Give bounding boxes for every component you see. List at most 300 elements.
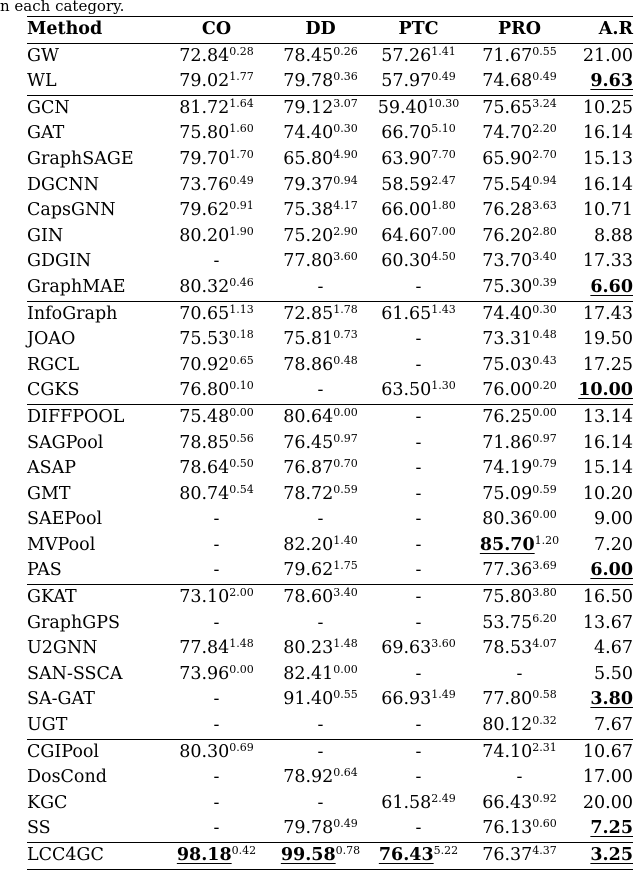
- method-name: KGC: [27, 792, 68, 813]
- cell-value: -: [516, 767, 523, 788]
- cell-value: -: [415, 715, 422, 736]
- cell-pro: [466, 843, 573, 870]
- cell-std: 1.48: [333, 637, 358, 651]
- cell-co: [163, 404, 270, 430]
- method-name: GraphGPS: [27, 612, 120, 633]
- cell-value: 79.62: [283, 560, 334, 581]
- cell-average-rank: [573, 378, 633, 404]
- header-average-rank: A.R: [573, 17, 633, 44]
- cell-std: 0.55: [333, 688, 358, 702]
- average-rank-value: 3.25: [590, 845, 633, 865]
- cell-value: -: [213, 715, 220, 736]
- method-name: SAN-SSCA: [27, 663, 123, 684]
- cell-value: -: [317, 612, 324, 633]
- cell-std: 3.40: [333, 586, 358, 600]
- cell-std: 1.64: [229, 96, 254, 110]
- header-co: CO: [163, 17, 270, 44]
- cell-co: [163, 327, 270, 353]
- table-row: [27, 843, 633, 870]
- table-caption: n each category.: [0, 0, 125, 15]
- cell-value: 80.12: [482, 715, 533, 736]
- method-name: DosCond: [27, 767, 107, 788]
- cell-std: 7.00: [431, 224, 456, 238]
- cell-value: -: [415, 767, 422, 788]
- cell-value: 69.63: [381, 638, 432, 659]
- cell-value: 77.80: [283, 251, 334, 272]
- cell-value: -: [516, 663, 523, 684]
- cell-value: -: [213, 560, 220, 581]
- cell-ptc: [371, 456, 466, 482]
- method-name: CGKS: [27, 380, 80, 401]
- cell-std: 1.49: [431, 688, 456, 702]
- cell-value: -: [415, 612, 422, 633]
- cell-average-rank: [573, 249, 633, 275]
- cell-co: [163, 533, 270, 559]
- cell-dd: [270, 482, 371, 508]
- cell-std: 0.43: [532, 353, 557, 367]
- cell-value: 85.70: [479, 534, 535, 555]
- cell-average-rank: [573, 482, 633, 508]
- cell-value: 80.36: [482, 509, 533, 530]
- cell-std: 4.50: [431, 250, 456, 264]
- average-rank-value: 21.00: [582, 45, 633, 66]
- cell-dd: [270, 713, 371, 739]
- cell-std: 0.26: [333, 44, 358, 58]
- cell-value: 76.37: [482, 845, 533, 865]
- cell-std: 2.20: [532, 122, 557, 136]
- cell-ptc: [371, 558, 466, 584]
- cell-ptc: [371, 611, 466, 637]
- cell-value: 73.10: [179, 587, 230, 608]
- cell-value: 65.90: [482, 148, 533, 169]
- table-row: [27, 121, 633, 147]
- cell-average-rank: [573, 687, 633, 713]
- cell-value: 53.75: [482, 612, 533, 633]
- cell-std: 4.17: [333, 199, 358, 213]
- cell-dd: [270, 791, 371, 817]
- header-ptc: PTC: [371, 17, 466, 44]
- table-row: [27, 558, 633, 584]
- cell-value: 74.10: [482, 741, 533, 762]
- cell-pro: [466, 301, 573, 327]
- table-row: [27, 327, 633, 353]
- cell-pro: [466, 611, 573, 637]
- cell-average-rank: [573, 558, 633, 584]
- cell-std: 0.73: [333, 328, 358, 342]
- average-rank-value: 5.50: [594, 663, 633, 684]
- cell-std: 0.56: [229, 431, 254, 445]
- cell-value: 58.59: [381, 174, 432, 195]
- cell-value: 78.53: [482, 638, 533, 659]
- cell-co: [163, 249, 270, 275]
- cell-value: 82.41: [283, 663, 334, 684]
- cell-co: [163, 456, 270, 482]
- cell-std: 0.59: [532, 482, 557, 496]
- cell-average-rank: [573, 533, 633, 559]
- cell-co: [163, 662, 270, 688]
- cell-std: 0.46: [229, 275, 254, 289]
- cell-pro: [466, 662, 573, 688]
- cell-value: 74.68: [482, 71, 533, 92]
- cell-value: -: [415, 818, 422, 839]
- cell-value: 75.65: [482, 97, 533, 118]
- method-name: PAS: [27, 560, 62, 581]
- cell-dd: [270, 327, 371, 353]
- average-rank-value: 16.14: [582, 174, 633, 195]
- table-row: [27, 431, 633, 457]
- cell-pro: [466, 198, 573, 224]
- cell-value: 73.96: [179, 663, 230, 684]
- cell-dd: [270, 353, 371, 379]
- cell-co: [163, 173, 270, 199]
- cell-pro: [466, 353, 573, 379]
- cell-value: 66.00: [381, 200, 432, 221]
- cell-value: 63.90: [381, 148, 432, 169]
- cell-std: 1.13: [229, 302, 254, 316]
- cell-ptc: [371, 843, 466, 870]
- cell-ptc: [371, 713, 466, 739]
- cell-ptc: [371, 275, 466, 301]
- cell-value: -: [415, 663, 422, 684]
- cell-dd: [270, 739, 371, 765]
- cell-value: 66.93: [381, 689, 432, 710]
- cell-ptc: [371, 95, 466, 121]
- header-method: Method: [27, 17, 163, 44]
- average-rank-value: 17.00: [582, 767, 633, 788]
- cell-std: 2.47: [431, 173, 456, 187]
- average-rank-value: 17.25: [582, 354, 633, 375]
- cell-average-rank: [573, 765, 633, 791]
- cell-ptc: [371, 507, 466, 533]
- average-rank-value: 10.71: [582, 200, 633, 221]
- cell-value: 75.80: [179, 123, 230, 144]
- cell-value: 63.50: [381, 380, 432, 401]
- cell-dd: [270, 611, 371, 637]
- cell-std: 0.69: [229, 740, 254, 754]
- cell-co: [163, 147, 270, 173]
- average-rank-value: 9.00: [594, 509, 633, 530]
- cell-std: 0.59: [333, 482, 358, 496]
- table-header-row: [27, 17, 633, 44]
- table-row: [27, 353, 633, 379]
- cell-ptc: [371, 301, 466, 327]
- cell-value: -: [415, 534, 422, 555]
- cell-std: 2.90: [333, 224, 358, 238]
- table-row: [27, 662, 633, 688]
- cell-value: 75.81: [283, 329, 334, 350]
- cell-average-rank: [573, 816, 633, 842]
- table-body: [27, 43, 633, 869]
- table-row: [27, 147, 633, 173]
- cell-value: 79.70: [179, 148, 230, 169]
- cell-average-rank: [573, 611, 633, 637]
- table-row: [27, 456, 633, 482]
- cell-std: 2.80: [532, 224, 557, 238]
- cell-value: -: [415, 458, 422, 479]
- cell-value: 75.53: [179, 329, 230, 350]
- cell-std: 1.20: [534, 533, 560, 547]
- cell-std: 4.37: [532, 844, 557, 857]
- cell-pro: [466, 249, 573, 275]
- header-pro: PRO: [466, 17, 573, 44]
- cell-std: 0.39: [532, 275, 557, 289]
- cell-value: 70.65: [179, 303, 230, 324]
- cell-co: [163, 69, 270, 95]
- cell-value: 66.70: [381, 123, 432, 144]
- average-rank-value: 10.67: [582, 741, 633, 762]
- cell-co: [163, 121, 270, 147]
- average-rank-value: 20.00: [582, 792, 633, 813]
- cell-value: 64.60: [381, 225, 432, 246]
- table-row: [27, 636, 633, 662]
- cell-dd: [270, 147, 371, 173]
- cell-value: 61.58: [381, 792, 432, 813]
- cell-value: 66.43: [482, 792, 533, 813]
- cell-std: 0.18: [229, 328, 254, 342]
- cell-pro: [466, 765, 573, 791]
- cell-pro: [466, 739, 573, 765]
- cell-ptc: [371, 662, 466, 688]
- cell-std: 4.07: [532, 637, 557, 651]
- average-rank-value: 10.25: [582, 97, 633, 118]
- cell-std: 10.30: [427, 96, 460, 110]
- average-rank-value: 6.60: [590, 276, 633, 297]
- cell-value: 75.30: [482, 276, 533, 297]
- cell-value: 79.62: [179, 200, 230, 221]
- cell-value: 71.86: [482, 432, 533, 453]
- cell-value: 91.40: [283, 689, 334, 710]
- method-name: GW: [27, 45, 59, 66]
- cell-std: 0.91: [229, 199, 254, 213]
- cell-value: 71.67: [482, 45, 533, 66]
- cell-co: [163, 301, 270, 327]
- cell-std: 0.00: [532, 508, 557, 522]
- cell-ptc: [371, 816, 466, 842]
- cell-std: 1.75: [333, 559, 358, 573]
- cell-pro: [466, 687, 573, 713]
- cell-value: -: [415, 432, 422, 453]
- cell-value: 75.80: [482, 587, 533, 608]
- cell-dd: [270, 585, 371, 611]
- table-row: [27, 765, 633, 791]
- average-rank-value: 7.25: [590, 818, 633, 839]
- table-row: [27, 173, 633, 199]
- cell-co: [163, 636, 270, 662]
- cell-std: 0.58: [532, 688, 557, 702]
- cell-co: [163, 507, 270, 533]
- cell-ptc: [371, 249, 466, 275]
- cell-value: -: [415, 354, 422, 375]
- cell-std: 0.30: [333, 122, 358, 136]
- cell-average-rank: [573, 404, 633, 430]
- average-rank-value: 16.14: [582, 123, 633, 144]
- cell-value: -: [213, 818, 220, 839]
- cell-dd: [270, 249, 371, 275]
- cell-ptc: [371, 636, 466, 662]
- method-name: GraphSAGE: [27, 148, 134, 169]
- cell-pro: [466, 791, 573, 817]
- average-rank-value: 9.63: [590, 71, 633, 92]
- method-name: WL: [27, 71, 57, 92]
- cell-std: 0.50: [229, 457, 254, 471]
- cell-value: -: [213, 689, 220, 710]
- cell-std: 0.79: [532, 457, 557, 471]
- cell-std: 0.36: [333, 70, 358, 84]
- cell-dd: [270, 198, 371, 224]
- cell-value: 73.76: [179, 174, 230, 195]
- average-rank-value: 16.14: [582, 432, 633, 453]
- cell-std: 3.69: [532, 559, 557, 573]
- cell-dd: [270, 378, 371, 404]
- average-rank-value: 17.43: [582, 303, 633, 324]
- cell-value: 82.20: [283, 534, 334, 555]
- cell-std: 3.60: [431, 637, 456, 651]
- cell-value: 77.84: [179, 638, 230, 659]
- header-dd: DD: [270, 17, 371, 44]
- cell-std: 0.00: [532, 405, 557, 419]
- cell-co: [163, 558, 270, 584]
- cell-pro: [466, 533, 573, 559]
- cell-ptc: [371, 224, 466, 250]
- table-row: [27, 404, 633, 430]
- cell-average-rank: [573, 843, 633, 870]
- cell-std: 0.28: [229, 44, 254, 58]
- table-row: [27, 482, 633, 508]
- cell-co: [163, 224, 270, 250]
- cell-average-rank: [573, 327, 633, 353]
- method-name: LCC4GC: [27, 843, 163, 870]
- cell-average-rank: [573, 431, 633, 457]
- cell-std: 0.94: [532, 173, 557, 187]
- cell-std: 6.20: [532, 611, 557, 625]
- method-name: SAGPool: [27, 432, 104, 453]
- cell-co: [163, 611, 270, 637]
- cell-std: 0.60: [532, 817, 557, 831]
- cell-value: 76.43: [378, 845, 434, 865]
- cell-std: 3.63: [532, 199, 557, 213]
- average-rank-value: 6.00: [590, 560, 633, 581]
- cell-std: 0.49: [532, 70, 557, 84]
- cell-value: 75.48: [179, 406, 230, 427]
- cell-std: 0.00: [229, 662, 254, 676]
- cell-std: 1.30: [431, 379, 456, 393]
- cell-std: 0.49: [431, 70, 456, 84]
- cell-average-rank: [573, 121, 633, 147]
- cell-pro: [466, 173, 573, 199]
- method-name: GIN: [27, 225, 64, 246]
- cell-pro: [466, 43, 573, 69]
- cell-dd: [270, 275, 371, 301]
- table-row: [27, 198, 633, 224]
- cell-co: [163, 791, 270, 817]
- cell-average-rank: [573, 275, 633, 301]
- table-row: [27, 275, 633, 301]
- table-row: [27, 611, 633, 637]
- cell-value: -: [317, 715, 324, 736]
- cell-average-rank: [573, 43, 633, 69]
- cell-average-rank: [573, 69, 633, 95]
- cell-value: -: [415, 329, 422, 350]
- cell-value: 79.37: [283, 174, 334, 195]
- cell-value: 72.84: [179, 45, 230, 66]
- cell-std: 4.90: [333, 147, 358, 161]
- cell-co: [163, 765, 270, 791]
- cell-pro: [466, 816, 573, 842]
- cell-ptc: [371, 147, 466, 173]
- cell-dd: [270, 95, 371, 121]
- method-name: MVPool: [27, 534, 96, 555]
- cell-std: 0.30: [532, 302, 557, 316]
- average-rank-value: 3.80: [590, 689, 633, 710]
- cell-pro: [466, 147, 573, 173]
- method-name: GAT: [27, 123, 65, 144]
- method-name: RGCL: [27, 354, 80, 375]
- cell-dd: [270, 687, 371, 713]
- table-row: [27, 95, 633, 121]
- cell-std: 0.49: [229, 173, 254, 187]
- cell-std: 0.00: [333, 662, 358, 676]
- cell-ptc: [371, 121, 466, 147]
- cell-co: [163, 198, 270, 224]
- cell-std: 3.07: [333, 96, 358, 110]
- cell-value: -: [317, 509, 324, 530]
- cell-value: 72.85: [283, 303, 334, 324]
- cell-pro: [466, 636, 573, 662]
- average-rank-value: 15.13: [582, 148, 633, 169]
- cell-value: 65.80: [283, 148, 334, 169]
- cell-value: 76.45: [283, 432, 334, 453]
- cell-value: 70.92: [179, 354, 230, 375]
- cell-value: 74.70: [482, 123, 533, 144]
- cell-std: 1.70: [229, 147, 254, 161]
- cell-dd: [270, 662, 371, 688]
- method-name: DIFFPOOL: [27, 404, 163, 430]
- cell-pro: [466, 482, 573, 508]
- cell-std: 2.31: [532, 740, 557, 754]
- cell-dd: [270, 533, 371, 559]
- cell-value: -: [415, 509, 422, 530]
- cell-std: 1.78: [333, 302, 358, 316]
- cell-std: 1.41: [431, 44, 456, 58]
- cell-std: 0.97: [532, 431, 557, 445]
- cell-dd: [270, 121, 371, 147]
- cell-dd: [270, 431, 371, 457]
- cell-value: 78.72: [283, 483, 334, 504]
- cell-std: 0.78: [335, 844, 361, 857]
- cell-co: [163, 687, 270, 713]
- cell-ptc: [371, 43, 466, 69]
- table-row: [27, 816, 633, 842]
- cell-average-rank: [573, 95, 633, 121]
- cell-value: -: [317, 276, 324, 297]
- cell-value: 74.19: [482, 458, 533, 479]
- average-rank-value: 8.88: [594, 225, 633, 246]
- cell-std: 1.80: [431, 199, 456, 213]
- cell-dd: [270, 224, 371, 250]
- cell-std: 0.65: [229, 353, 254, 367]
- cell-std: 0.00: [229, 405, 254, 419]
- cell-value: -: [213, 612, 220, 633]
- cell-std: 0.00: [333, 405, 358, 419]
- cell-value: 76.80: [179, 380, 230, 401]
- cell-value: 76.20: [482, 225, 533, 246]
- cell-average-rank: [573, 147, 633, 173]
- cell-value: -: [415, 741, 422, 762]
- cell-value: 73.31: [482, 329, 533, 350]
- cell-value: 74.40: [283, 123, 334, 144]
- cell-dd: [270, 173, 371, 199]
- cell-value: 78.92: [283, 767, 334, 788]
